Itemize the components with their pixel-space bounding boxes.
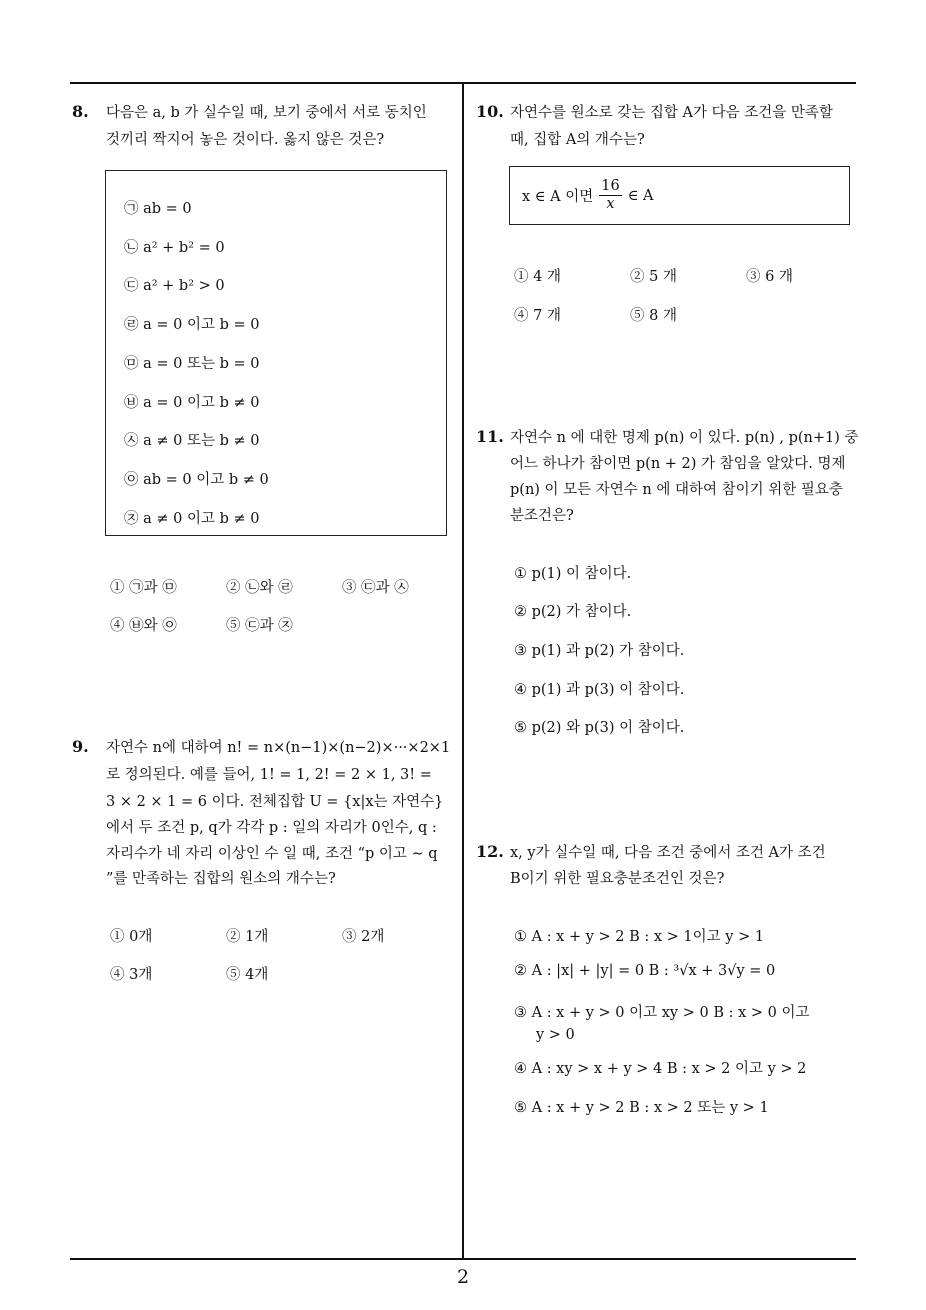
- fraction-numerator: 16: [601, 178, 620, 194]
- question-text-line: 것끼리 짝지어 놓은 것이다. 옳지 않은 것은?: [106, 132, 385, 148]
- question-text-line: ”를 만족하는 집합의 원소의 개수는?: [106, 871, 336, 887]
- question-number: 8.: [72, 102, 89, 121]
- answer-option[interactable]: ② 1개: [226, 929, 269, 945]
- answer-option[interactable]: ④ 3개: [110, 967, 153, 983]
- answer-option[interactable]: ② 5 개: [630, 269, 677, 285]
- question-number: 11.: [476, 427, 504, 446]
- answer-option[interactable]: ④ p(1) 과 p(3) 이 참이다.: [514, 682, 685, 698]
- box-item: ㉦ a ≠ 0 또는 b ≠ 0: [124, 433, 260, 449]
- answer-option[interactable]: ③ p(1) 과 p(2) 가 참이다.: [514, 643, 685, 659]
- question-text-line: 자연수를 원소로 갖는 집합 A가 다음 조건을 만족할: [510, 105, 833, 121]
- question-text-line: 자연수 n 에 대한 명제 p(n) 이 있다. p(n) , p(n+1) 중: [510, 430, 859, 446]
- answer-option[interactable]: ④ A : xy > x + y > 4 B : x > 2 이고 y > 2: [514, 1061, 807, 1077]
- answer-option[interactable]: ① ㉠과 ㉤: [110, 580, 177, 596]
- answer-option[interactable]: ③ ㉢과 ㉦: [342, 580, 409, 596]
- conditions-box: [105, 170, 447, 536]
- answer-option[interactable]: ② A : |x| + |y| = 0 B : ³√x + 3√y = 0: [514, 963, 776, 979]
- question-number: 10.: [476, 102, 504, 121]
- box-item: ㉨ a ≠ 0 이고 b ≠ 0: [124, 511, 260, 527]
- box-item: ㉡ a² + b² = 0: [124, 240, 225, 256]
- question-text-line: 자리수가 네 자리 이상인 수 일 때, 조건 “p 이고 ∼ q: [106, 846, 438, 862]
- question-text-line: 다음은 a, b 가 실수일 때, 보기 중에서 서로 동치인: [106, 105, 427, 121]
- question-text-line: 에서 두 조건 p, q가 각각 p : 일의 자리가 0인수, q :: [106, 820, 437, 836]
- column-divider: [462, 83, 464, 1259]
- question-number: 12.: [476, 842, 504, 861]
- answer-option-continuation: y > 0: [536, 1027, 575, 1043]
- fraction-denominator: x: [606, 196, 615, 212]
- condition-prefix: x ∈ A 이면: [522, 189, 594, 205]
- question-text-line: 로 정의된다. 예를 들어, 1! = 1, 2! = 2 × 1, 3! =: [106, 767, 432, 783]
- answer-option[interactable]: ⑤ A : x + y > 2 B : x > 2 또는 y > 1: [514, 1100, 769, 1116]
- answer-option[interactable]: ① 4 개: [514, 269, 561, 285]
- answer-option[interactable]: ⑤ 4개: [226, 967, 269, 983]
- box-item: ㉥ a = 0 이고 b ≠ 0: [124, 395, 260, 411]
- answer-option[interactable]: ⑤ ㉢과 ㉨: [226, 618, 293, 634]
- answer-option[interactable]: ① A : x + y > 2 B : x > 1이고 y > 1: [514, 929, 765, 945]
- answer-option[interactable]: ① 0개: [110, 929, 153, 945]
- question-text-line: x, y가 실수일 때, 다음 조건 중에서 조건 A가 조건: [510, 845, 826, 861]
- question-text-line: 어느 하나가 참이면 p(n + 2) 가 참임을 알았다. 명제: [510, 456, 846, 472]
- answer-option[interactable]: ③ 2개: [342, 929, 385, 945]
- answer-option[interactable]: ③ A : x + y > 0 이고 xy > 0 B : x > 0 이고: [514, 1005, 810, 1021]
- question-text-line: 3 × 2 × 1 = 6 이다. 전체집합 U = {x|x는 자연수}: [106, 794, 444, 810]
- question-text-line: 분조건은?: [510, 508, 574, 524]
- question-text-line: 자연수 n에 대하여 n! = n×(n−1)×(n−2)×···×2×1: [106, 740, 451, 756]
- answer-option[interactable]: ⑤ 8 개: [630, 308, 677, 324]
- answer-option[interactable]: ② p(2) 가 참이다.: [514, 604, 632, 620]
- answer-option[interactable]: ⑤ p(2) 와 p(3) 이 참이다.: [514, 720, 685, 736]
- question-number: 9.: [72, 737, 89, 756]
- answer-option[interactable]: ① p(1) 이 참이다.: [514, 566, 632, 582]
- box-item: ㉧ ab = 0 이고 b ≠ 0: [124, 472, 269, 488]
- question-text-line: B이기 위한 필요충분조건인 것은?: [510, 871, 725, 887]
- question-text-line: p(n) 이 모든 자연수 n 에 대하여 참이기 위한 필요충: [510, 482, 843, 498]
- bottom-rule: [70, 1258, 856, 1260]
- box-item: ㉠ ab = 0: [124, 201, 192, 217]
- page-number: 2: [456, 1266, 470, 1288]
- condition-box: [509, 166, 850, 225]
- fraction: [599, 178, 621, 213]
- question-text-line: 때, 집합 A의 개수는?: [510, 132, 645, 148]
- box-item: ㉢ a² + b² > 0: [124, 278, 225, 294]
- answer-option[interactable]: ④ ㉥와 ㉧: [110, 618, 177, 634]
- box-item: ㉣ a = 0 이고 b = 0: [124, 317, 260, 333]
- answer-option[interactable]: ④ 7 개: [514, 308, 561, 324]
- condition-suffix: ∈ A: [627, 187, 654, 204]
- answer-option[interactable]: ③ 6 개: [746, 269, 793, 285]
- box-item: ㉤ a = 0 또는 b = 0: [124, 356, 260, 372]
- answer-option[interactable]: ② ㉡와 ㉣: [226, 580, 293, 596]
